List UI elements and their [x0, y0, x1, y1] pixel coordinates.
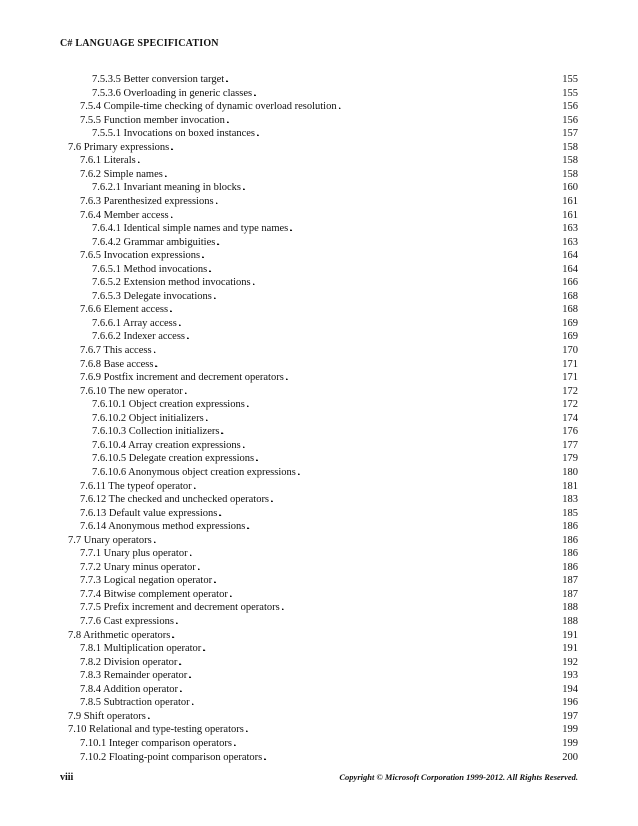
toc-entry[interactable]	[80, 587, 578, 601]
toc-entry[interactable]	[80, 343, 578, 357]
toc-entry-page: 160	[562, 182, 578, 194]
toc-entry-title: 7.6.2.1 Invariant meaning in blocks	[92, 182, 242, 194]
toc-entry[interactable]	[92, 451, 578, 465]
toc-dot-leader	[214, 574, 561, 587]
toc-entry[interactable]	[92, 411, 578, 425]
toc-dot-leader	[179, 656, 561, 669]
toc-entry-title: 7.7.1 Unary plus operator	[80, 548, 188, 560]
toc-entry[interactable]	[80, 370, 578, 384]
toc-entry-page: 185	[562, 507, 578, 519]
toc-entry[interactable]	[80, 302, 578, 316]
toc-entry-title: 7.5.3.6 Overloading in generic classes	[92, 87, 253, 99]
toc-dot-leader	[247, 520, 561, 533]
toc-entry-page: 170	[562, 345, 578, 356]
toc-dot-leader	[243, 181, 561, 194]
toc-dot-leader	[192, 696, 562, 709]
toc-dot-leader	[246, 723, 561, 736]
toc-entry-title: 7.6.4 Member access	[80, 209, 169, 221]
toc-dot-leader	[257, 127, 561, 140]
toc-entry[interactable]	[92, 438, 578, 452]
toc-entry-title: 7.6.1 Literals	[80, 155, 136, 167]
toc-dot-leader	[148, 710, 561, 723]
toc-entry[interactable]	[68, 628, 578, 642]
toc-entry-page: 188	[562, 616, 578, 627]
toc-entry-title: 7.5.5.1 Invocations on boxed instances	[92, 128, 256, 140]
toc-dot-leader	[219, 507, 561, 520]
toc-entry[interactable]	[68, 722, 578, 736]
toc-entry-page: 193	[562, 670, 578, 682]
toc-dot-leader	[264, 751, 561, 764]
toc-entry-title: 7.8 Arithmetic operators	[68, 629, 171, 641]
toc-dot-leader	[271, 493, 561, 506]
toc-entry-title: 7.8.2 Division operator	[80, 656, 178, 668]
toc-dot-leader	[155, 358, 561, 371]
toc-entry-title: 7.5.4 Compile-time checking of dynamic overload resolution	[80, 101, 337, 113]
toc-entry[interactable]	[92, 180, 578, 194]
toc-entry-page: 156	[562, 114, 578, 126]
toc-entry-title: 7.6.5 Invocation expressions	[80, 250, 201, 262]
toc-entry-title: 7.6.5.1 Method invocations	[92, 263, 208, 275]
toc-dot-leader	[214, 290, 561, 303]
toc-entry-page: 191	[562, 629, 578, 641]
toc-entry[interactable]	[80, 492, 578, 506]
toc-entry[interactable]	[80, 614, 578, 628]
toc-entry-page: 186	[562, 548, 578, 560]
toc-entry-page: 158	[562, 155, 578, 167]
toc-dot-leader	[221, 425, 561, 438]
toc-entry-title: 7.6.10 The new operator	[80, 385, 183, 397]
toc-entry-page: 164	[562, 250, 578, 262]
toc-entry-title: 7.6.6.1 Array access	[92, 317, 177, 329]
toc-entry-page: 188	[562, 602, 578, 614]
toc-entry[interactable]	[92, 221, 578, 235]
toc-entry-page: 191	[562, 643, 578, 655]
toc-entry[interactable]	[80, 248, 578, 262]
toc-entry-title: 7.6.8 Base access	[80, 358, 154, 370]
toc-entry-page: 168	[562, 304, 578, 316]
toc-entry-title: 7.6.12 The checked and unchecked operators	[80, 494, 270, 506]
toc-entry-page: 157	[562, 128, 578, 140]
toc-entry-title: 7.6.2 Simple names	[80, 168, 163, 180]
toc-entry-page: 199	[562, 737, 578, 749]
toc-entry-title: 7.7.6 Cast expressions	[80, 616, 174, 627]
toc-entry[interactable]	[80, 506, 578, 520]
toc-entry-title: 7.6.7 This access	[80, 345, 152, 356]
toc-dot-leader	[282, 601, 562, 614]
toc-dot-leader	[217, 236, 561, 249]
toc-dot-leader	[189, 669, 561, 682]
toc-entry-title: 7.6.6 Element access	[80, 304, 169, 316]
toc-entry-title: 7.7.2 Unary minus operator	[80, 561, 196, 573]
toc-entry-page: 183	[562, 494, 578, 506]
toc-entry-page: 180	[562, 466, 578, 478]
toc-entry-page: 174	[562, 412, 578, 424]
toc-entry-page: 166	[562, 277, 578, 289]
toc-entry[interactable]	[80, 479, 578, 493]
toc-entry-page: 164	[562, 263, 578, 275]
toc-dot-leader	[171, 141, 561, 154]
toc-entry[interactable]	[92, 397, 578, 411]
toc-entry-page: 176	[562, 426, 578, 438]
toc-entry-page: 155	[562, 87, 578, 99]
toc-entry-title: 7.7.5 Prefix increment and decrement operators	[80, 602, 280, 614]
toc-entry[interactable]	[92, 86, 578, 100]
toc-entry[interactable]	[80, 113, 578, 127]
toc-entry[interactable]	[92, 126, 578, 140]
toc-entry-page: 171	[562, 358, 578, 370]
toc-entry-title: 7.6.14 Anonymous method expressions	[80, 521, 246, 533]
toc-entry[interactable]	[80, 153, 578, 167]
toc-entry-page: 187	[562, 588, 578, 600]
toc-entry-title: 7.10.1 Integer comparison operators	[80, 737, 232, 749]
toc-entry-title: 7.8.5 Subtraction operator	[80, 697, 190, 709]
toc-entry[interactable]	[68, 533, 578, 547]
toc-entry[interactable]	[92, 262, 578, 276]
toc-entry-title: 7.6 Primary expressions	[68, 141, 170, 153]
toc-entry[interactable]	[92, 289, 578, 303]
toc-entry-page: 169	[562, 317, 578, 329]
toc-entry-title: 7.7.3 Logical negation operator	[80, 575, 213, 587]
toc-entry-title: 7.6.10.1 Object creation expressions	[92, 399, 245, 411]
page-number: viii	[60, 772, 74, 783]
toc-entry-page: 200	[562, 751, 578, 763]
toc-dot-leader	[172, 629, 561, 642]
copyright-notice: Copyright © Microsoft Corporation 1999-2012. All Rights Reserved.	[339, 772, 578, 782]
toc-entry[interactable]	[80, 655, 578, 669]
toc-entry-page: 181	[562, 480, 578, 492]
toc-dot-leader	[254, 87, 561, 100]
toc-entry-title: 7.6.3 Parenthesized expressions	[80, 195, 214, 207]
toc-entry-page: 156	[562, 101, 578, 113]
toc-dot-leader	[170, 303, 561, 316]
toc-entry-page: 187	[562, 575, 578, 587]
toc-entry-title: 7.6.5.3 Delegate invocations	[92, 290, 212, 302]
toc-entry-title: 7.6.9 Postfix increment and decrement operators	[80, 372, 284, 384]
toc-entry[interactable]	[80, 99, 578, 113]
toc-dot-leader	[179, 317, 561, 330]
toc-entry-page: 158	[562, 141, 578, 153]
toc-dot-leader	[290, 222, 561, 235]
toc-entry-page: 158	[562, 168, 578, 180]
toc-entry-page: 186	[562, 561, 578, 573]
toc-entry-page: 163	[562, 236, 578, 248]
toc-entry[interactable]	[80, 167, 578, 181]
toc-entry-page: 194	[562, 683, 578, 695]
toc-entry-title: 7.10 Relational and type-testing operators	[68, 724, 244, 736]
toc-dot-leader	[206, 412, 562, 425]
toc-dot-leader	[298, 466, 561, 479]
toc-entry-page: 177	[562, 439, 578, 451]
toc-entry[interactable]	[92, 235, 578, 249]
toc-dot-leader	[165, 168, 561, 181]
toc-entry[interactable]	[80, 357, 578, 371]
toc-entry-title: 7.7 Unary operators	[68, 534, 152, 546]
toc-dot-leader	[198, 561, 561, 574]
toc-dot-leader	[227, 114, 561, 127]
toc-entry-title: 7.6.6.2 Indexer access	[92, 331, 186, 343]
toc-entry-title: 7.8.1 Multiplication operator	[80, 643, 202, 655]
toc-entry-page: 186	[562, 521, 578, 533]
toc-dot-leader	[190, 547, 562, 560]
toc-entry[interactable]	[80, 208, 578, 222]
toc-entry-page: 168	[562, 290, 578, 302]
toc-entry[interactable]	[80, 384, 578, 398]
toc-entry-title: 7.6.10.6 Anonymous object creation expressions	[92, 466, 296, 478]
toc-entry-page: 197	[562, 710, 578, 722]
toc-dot-leader	[253, 276, 562, 289]
toc-dot-leader	[247, 398, 561, 411]
toc-dot-leader	[154, 344, 562, 357]
toc-entry-title: 7.5.5 Function member invocation	[80, 114, 225, 126]
toc-entry-title: 7.10.2 Floating-point comparison operators	[80, 751, 263, 763]
toc-dot-leader	[243, 439, 562, 452]
toc-entry-title: 7.6.10.5 Delegate creation expressions	[92, 453, 255, 465]
toc-entry-page: 179	[562, 453, 578, 465]
toc-entry-title: 7.6.11 The typeof operator	[80, 480, 192, 492]
toc-dot-leader	[339, 100, 562, 113]
toc-entry[interactable]	[80, 641, 578, 655]
toc-dot-leader	[203, 642, 561, 655]
toc-entry[interactable]	[80, 546, 578, 560]
toc-entry[interactable]	[80, 736, 578, 750]
toc-dot-leader	[234, 737, 561, 750]
toc-dot-leader	[286, 371, 561, 384]
toc-dot-leader	[187, 330, 561, 343]
toc-entry-page: 199	[562, 724, 578, 736]
toc-entry-page: 172	[562, 385, 578, 397]
toc-entry-page: 163	[562, 223, 578, 235]
toc-dot-leader	[185, 385, 562, 398]
toc-entry[interactable]	[92, 424, 578, 438]
toc-entry[interactable]	[80, 560, 578, 574]
toc-entry-page: 161	[562, 195, 578, 207]
toc-dot-leader	[202, 249, 561, 262]
toc-dot-leader	[216, 195, 562, 208]
toc-dot-leader	[226, 73, 561, 86]
toc-entry-page: 171	[562, 372, 578, 384]
toc-entry[interactable]	[80, 600, 578, 614]
toc-entry-page: 155	[562, 74, 578, 85]
toc-dot-leader	[171, 209, 562, 222]
toc-entry-title: 7.6.10.3 Collection initializers	[92, 426, 220, 438]
toc-entry-page: 169	[562, 331, 578, 343]
toc-entry[interactable]	[80, 682, 578, 696]
toc-entry-title: 7.6.5.2 Extension method invocations	[92, 277, 251, 289]
toc-entry-page: 161	[562, 209, 578, 221]
toc-entry[interactable]	[92, 275, 578, 289]
toc-dot-leader	[256, 452, 561, 465]
toc-entry[interactable]	[80, 695, 578, 709]
toc-entry[interactable]	[92, 316, 578, 330]
toc-entry-title: 7.9 Shift operators	[68, 710, 146, 722]
toc-entry-title: 7.6.4.2 Grammar ambiguities	[92, 236, 216, 248]
toc-entry-title: 7.6.13 Default value expressions	[80, 507, 218, 519]
toc-entry-title: 7.6.10.2 Object initializers	[92, 412, 204, 424]
toc-dot-leader	[176, 615, 561, 628]
toc-entry[interactable]	[80, 194, 578, 208]
toc-entry-page: 186	[562, 534, 578, 546]
toc-dot-leader	[154, 534, 562, 547]
toc-entry-title: 7.6.4.1 Identical simple names and type names	[92, 223, 289, 235]
toc-entry-title: 7.8.4 Addition operator	[80, 683, 178, 695]
running-header: C# LANGUAGE SPECIFICATION	[60, 38, 219, 49]
toc-entry-page: 172	[562, 399, 578, 411]
toc-entry[interactable]	[68, 709, 578, 723]
toc-dot-leader	[230, 588, 561, 601]
toc-dot-leader	[138, 154, 562, 167]
toc-entry-title: 7.6.10.4 Array creation expressions	[92, 439, 241, 451]
toc-entry[interactable]	[80, 750, 578, 764]
toc-entry-title: 7.5.3.5 Better conversion target	[92, 74, 225, 85]
toc-entry[interactable]	[80, 519, 578, 533]
toc-entry[interactable]	[80, 573, 578, 587]
toc-entry[interactable]	[68, 140, 578, 154]
toc-entry-page: 192	[562, 656, 578, 668]
toc-entry-page: 196	[562, 697, 578, 709]
toc-dot-leader	[180, 683, 561, 696]
toc-entry[interactable]	[92, 465, 578, 479]
toc-entry[interactable]	[92, 329, 578, 343]
toc-entry[interactable]	[80, 668, 578, 682]
toc-dot-leader	[209, 263, 561, 276]
toc-entry[interactable]	[92, 72, 578, 86]
toc-entry-title: 7.7.4 Bitwise complement operator	[80, 588, 228, 600]
toc-dot-leader	[194, 480, 562, 493]
toc-entry-title: 7.8.3 Remainder operator	[80, 670, 188, 682]
